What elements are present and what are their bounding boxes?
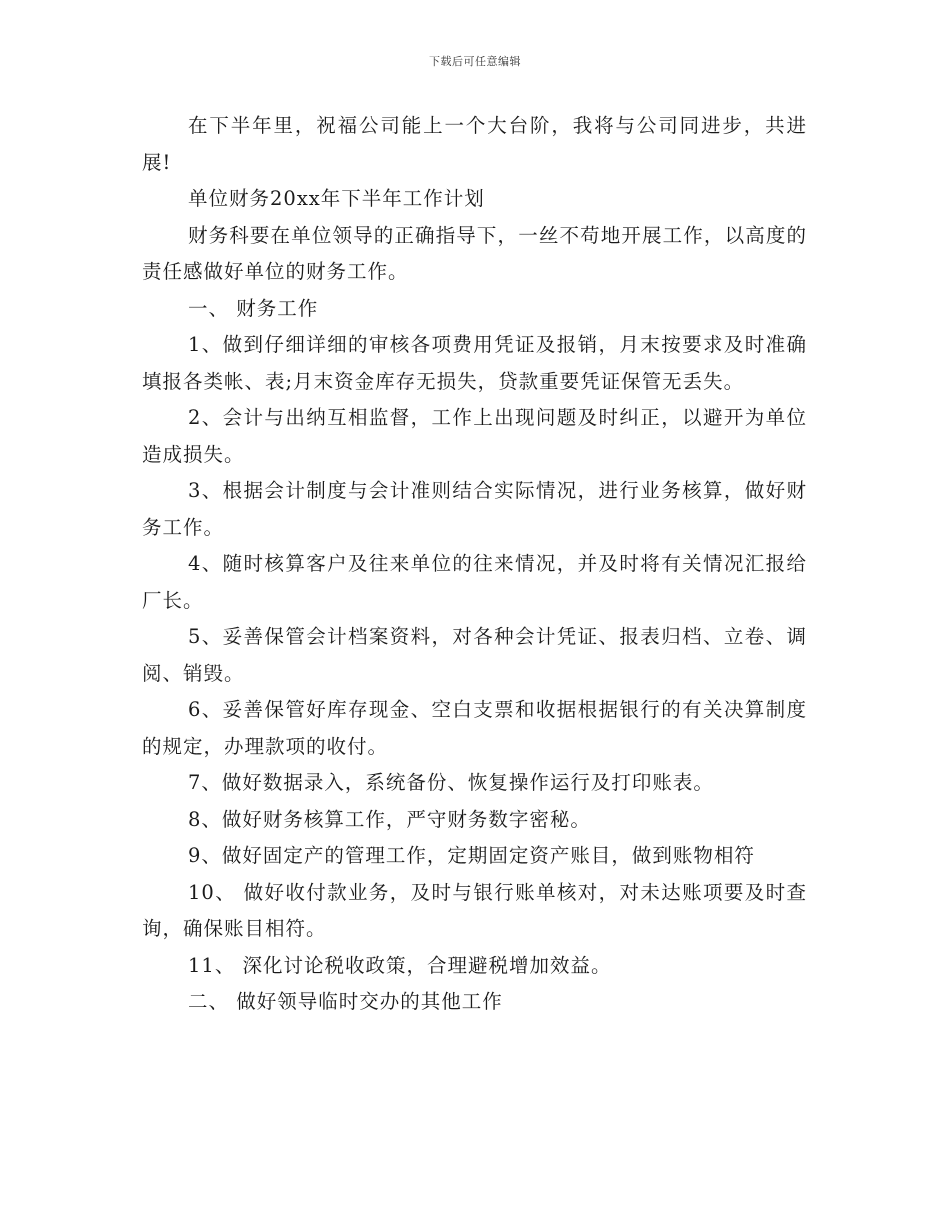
list-item-6: 6、妥善保管好库存现金、空白支票和收据根据银行的有关决算制度的规定，办理款项的收付。 [142, 698, 807, 758]
list-item-5: 5、妥善保管会计档案资料，对各种会计凭证、报表归档、立卷、调阅、销毁。 [142, 625, 807, 685]
list-item-9: 9、做好固定产的管理工作，定期固定资产账目，做到账物相符 [188, 844, 755, 867]
list-item-10: 10、 做好收付款业务，及时与银行账单核对，对未达账项要及时查询，确保账目相符。 [142, 880, 807, 940]
page-header: 下载后可任意编辑 [429, 55, 521, 68]
list-item-11: 11、 深化讨论税收政策，合理避税增加效益。 [188, 953, 612, 977]
paragraph-intro: 财务科要在单位领导的正确指导下，一丝不苟地开展工作，以高度的责任感做好单位的财务工作。 [142, 223, 807, 283]
list-item-8: 8、做好财务核算工作，严守财务数字密秘。 [188, 807, 591, 831]
document-body [142, 108, 807, 1021]
list-item-7: 7、做好数据录入，系统备份、恢复操作运行及打印账表。 [188, 771, 714, 794]
list-item-4: 4、随时核算客户及往来单位的往来情况，并及时将有关情况汇报给厂长。 [142, 552, 807, 612]
paragraph-plan-title: 单位财务20xx年下半年工作计划 [188, 187, 485, 210]
list-item-3: 3、根据会计制度与会计准则结合实际情况，进行业务核算，做好财务工作。 [142, 479, 807, 539]
paragraph-closing-wish: 在下半年里，祝福公司能上一个大台阶，我将与公司同进步，共进展! [142, 114, 807, 174]
list-item-1: 1、做到仔细详细的审核各项费用凭证及报销，月末按要求及时准确填报各类帐、表;月末资金库存无损失，贷款重要凭证保管无丢失。 [142, 333, 807, 393]
section-heading-finance-work: 一、 财务工作 [188, 296, 319, 320]
list-item-2: 2、会计与出纳互相监督，工作上出现问题及时纠正，以避开为单位造成损失。 [142, 406, 807, 466]
section-heading-other-work: 二、 做好领导临时交办的其他工作 [188, 990, 503, 1013]
